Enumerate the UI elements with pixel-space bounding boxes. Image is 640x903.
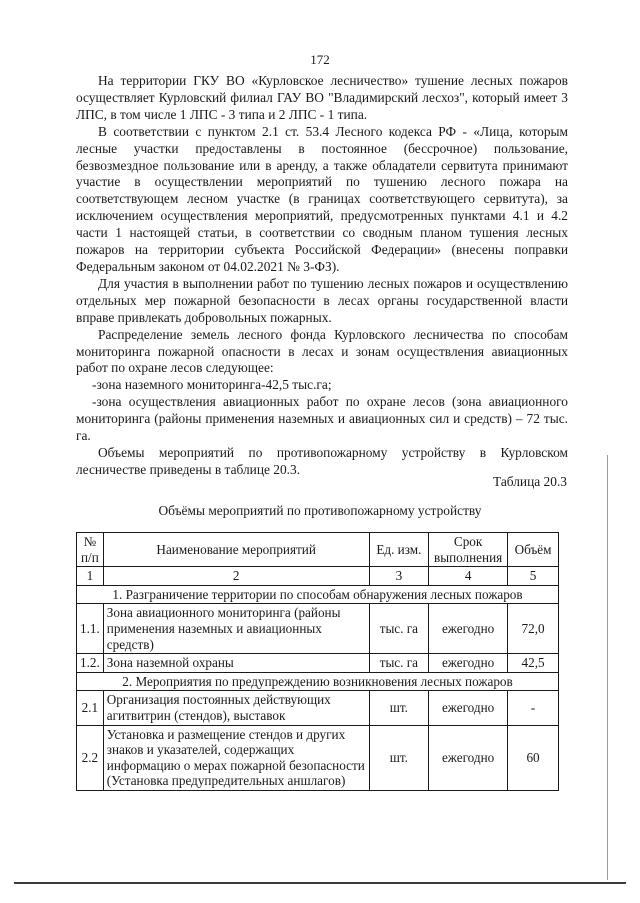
row-unit: тыс. га: [369, 654, 429, 673]
row-name: Организация постоянных действующих агитвитрин (стендов), выставок: [103, 691, 369, 725]
column-number: 5: [508, 567, 559, 586]
row-term: ежегодно: [429, 604, 508, 654]
scan-edge-line: [607, 455, 608, 880]
row-term: ежегодно: [429, 691, 508, 725]
table-row: [77, 604, 559, 654]
column-number: 2: [103, 567, 369, 586]
column-number-row: [77, 567, 559, 586]
section-row-prevention: [77, 672, 559, 691]
column-number: 1: [77, 567, 104, 586]
row-name-cell: [103, 725, 369, 790]
paragraph-volunteers: Для участия в выполнении работ по тушению лесных пожаров и осуществлению отдельных мер пожарной безопасности в лесах органы государственной власти вправе привлекать добровольных пожарных.: [76, 275, 568, 325]
header-volume: Объём: [508, 533, 559, 567]
row-num: 1.2.: [77, 654, 104, 673]
paragraph-distribution: Распределение земель лесного фонда Курловского лесничества по способам мониторинга пожарной опасности в лесах и зонам осуществления авиационных работ по охране лесов следующее:: [76, 326, 568, 376]
section-row-detection: [77, 585, 559, 604]
row-volume: 42,5: [508, 654, 559, 673]
row-unit: шт.: [369, 691, 429, 725]
table-row: [77, 654, 559, 673]
row-name: Зона авиационного мониторинга (районы применения наземных и авиационных средств): [103, 604, 369, 654]
column-number: 4: [429, 567, 508, 586]
row-volume: -: [508, 691, 559, 725]
paragraph-volumes: Объемы мероприятий по противопожарному устройству в Курловском лесничестве приведены в таблице 20.3.: [76, 444, 568, 477]
table-title: Объёмы мероприятий по противопожарному устройству: [158, 503, 482, 518]
header-unit: Ед. изм.: [369, 533, 429, 567]
header-num: № п/п: [77, 533, 104, 567]
table-row: [77, 691, 559, 725]
table-row: [77, 725, 559, 790]
paragraph-forest-code: В соответствии с пунктом 2.1 ст. 53.4 Лесного кодекса РФ - «Лица, которым лесные участки предоставлены в постоянное (бессрочное) пользование, безвозмездное пользование или в аренду, а также обладатели сервитута принимают участие в осуществлении мероприятий по тушению лесного пожара на соответствующем лесном участке (в границах соответствующего сервитута), за исключением осуществления мероприятий, предусмотренных пунктами 4.1 и 4.2 части 1 настоящей статьи, в соответствии со сводным планом тушения лесных пожаров на территории субъекта Российской Федерации» (внесены поправки Федеральным законом от 04.02.2021 № 3-ФЗ).: [76, 123, 568, 274]
row-volume: 72,0: [508, 604, 559, 654]
table-header-row: [77, 533, 559, 567]
table-caption: Таблица 20.3: [492, 474, 567, 489]
bullet-aviation-zone: -зона осуществления авиационных работ по охране лесов (зона авиационного мониторинга (районы применения наземных и авиационных сил и средств) – 72 тыс. га.: [76, 394, 568, 444]
section-title: 2. Мероприятия по предупреждению возникновения лесных пожаров: [77, 672, 559, 691]
column-number: 3: [369, 567, 429, 586]
row-num: 2.2: [77, 725, 104, 790]
row-unit: шт.: [369, 725, 429, 790]
paragraph-fire-service: На территории ГКУ ВО «Курловское лесничество» тушение лесных пожаров осуществляет Курловский филиал ГАУ ВО "Владимирский лесхоз", который имеет 3 ЛПС, в том числе 1 ЛПС - 3 типа и 2 ЛПС - 1 типа.: [76, 73, 568, 122]
page-bottom-rule: [14, 882, 626, 884]
header-term: Срок выполнения: [429, 533, 508, 567]
header-name: Наименование мероприятий: [103, 533, 369, 567]
row-name-extra: (Установка предупредительных аншлагов): [106, 773, 346, 789]
bullet-ground-zone: -зона наземного мониторинга-42,5 тыс.га;: [92, 377, 332, 393]
page-number: 172: [310, 52, 330, 67]
row-num: 2.1: [77, 691, 104, 725]
row-name: Установка и размещение стендов и других знаков и указателей, содержащих информацию о мерах пожарной безопасности: [106, 726, 365, 773]
section-title: 1. Разграничение территории по способам обнаружения лесных пожаров: [77, 585, 559, 604]
row-unit: тыс. га: [369, 604, 429, 654]
measures-table: [76, 532, 559, 791]
body-text: [76, 73, 568, 479]
row-num: 1.1.: [77, 604, 104, 654]
row-term: ежегодно: [429, 725, 508, 790]
row-volume: 60: [508, 725, 559, 790]
row-term: ежегодно: [429, 654, 508, 673]
row-name: Зона наземной охраны: [103, 654, 369, 673]
